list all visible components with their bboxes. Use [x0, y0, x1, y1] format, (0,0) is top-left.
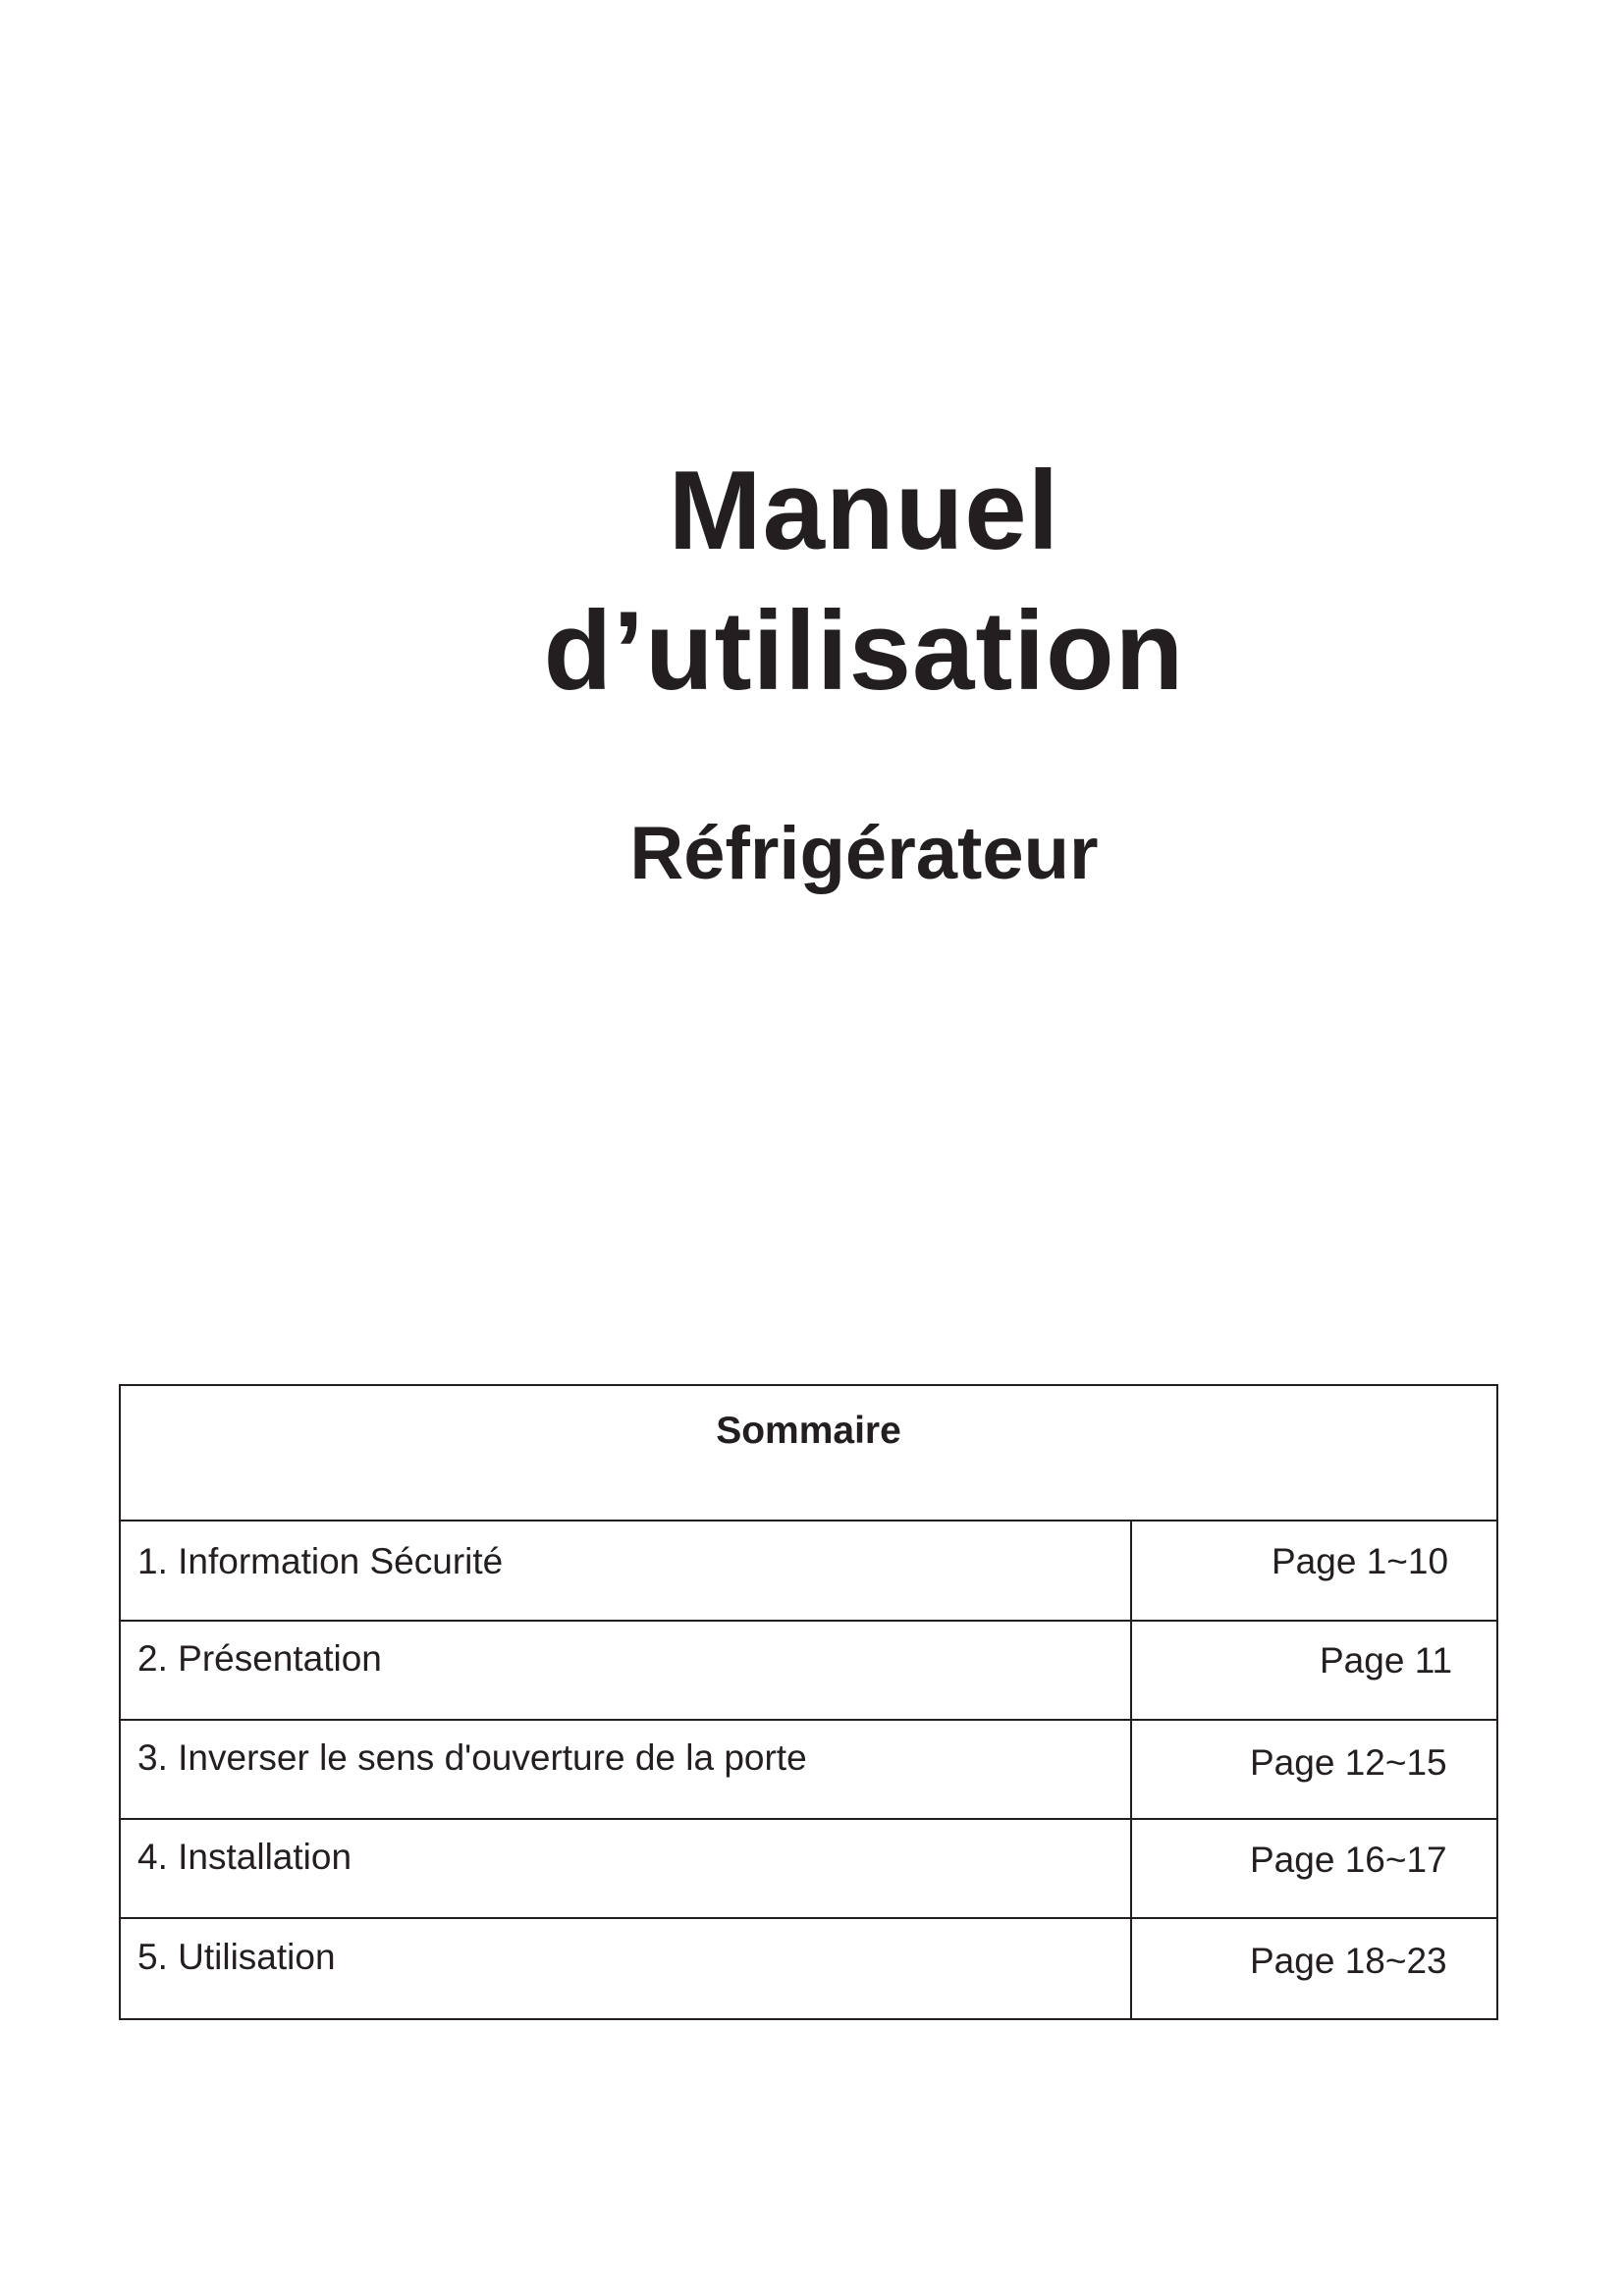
toc-row-label: 2. Présentation [137, 1638, 382, 1679]
toc-row-label: 4. Installation [137, 1837, 352, 1877]
title-line-2: d’utilisation [543, 589, 1185, 714]
toc-row-pages: Page 1~10 [1272, 1541, 1449, 1581]
toc-row-pages: Page 18~23 [1250, 1941, 1447, 1981]
toc-heading: Sommaire [716, 1410, 901, 1452]
toc-row-label: 1. Information Sécurité [137, 1541, 504, 1581]
toc-row-pages: Page 11 [1320, 1640, 1453, 1681]
toc-row-label: 3. Inverser le sens d'ouverture de la porte [137, 1737, 807, 1778]
toc-row-label: 5. Utilisation [137, 1937, 336, 1977]
toc-row [121, 1919, 1496, 2018]
toc-row [121, 1622, 1496, 1721]
toc-row-pages: Page 16~17 [1250, 1840, 1447, 1880]
toc-row-pages: Page 12~15 [1250, 1742, 1447, 1783]
table-of-contents [119, 1384, 1498, 2020]
toc-header [121, 1386, 1496, 1522]
toc-row [121, 1820, 1496, 1919]
title-line-1: Manuel [668, 449, 1060, 573]
toc-row [121, 1721, 1496, 1820]
column-divider [1130, 1522, 1132, 2018]
toc-row [121, 1522, 1496, 1622]
subtitle: Réfrigérateur [629, 812, 1099, 895]
